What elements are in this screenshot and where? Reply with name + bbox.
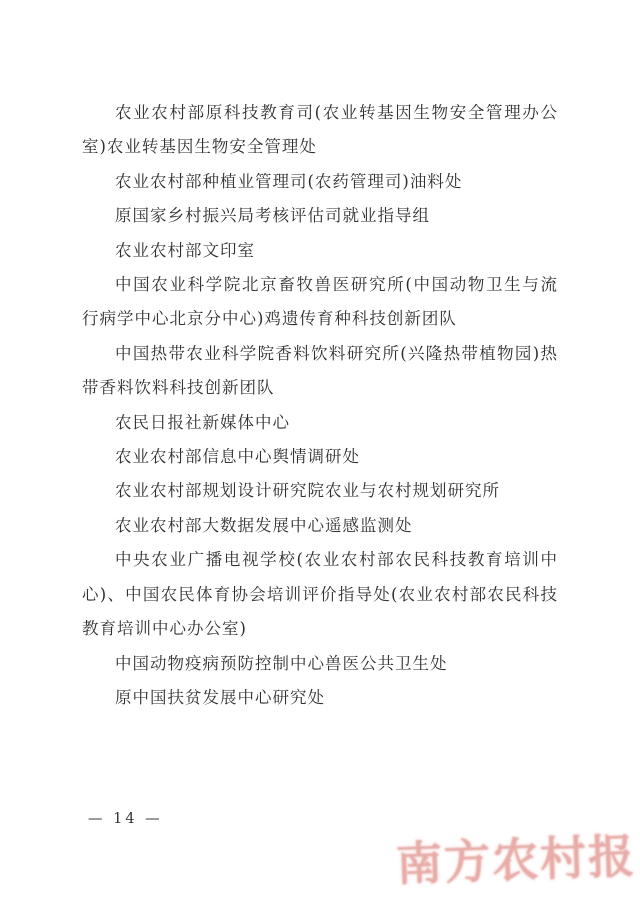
- document-paragraph: 农业农村部规划设计研究院农业与农村规划研究所: [115, 481, 500, 501]
- newspaper-watermark: 南方农村报: [395, 828, 637, 892]
- page-number: — 14 —: [88, 811, 163, 827]
- document-paragraph: 中国热带农业科学院香料饮料研究所(兴隆热带植物园)热带香料饮料科技创新团队: [82, 343, 558, 398]
- document-paragraph: 农业农村部大数据发展中心遥感监测处: [115, 515, 413, 535]
- document-paragraph: 原中国扶贫发展中心研究处: [115, 687, 325, 707]
- document-paragraph: 农民日报社新媒体中心: [115, 412, 290, 432]
- paragraph-list: [82, 96, 558, 715]
- document-paragraph: 农业农村部信息中心舆情调研处: [115, 447, 360, 467]
- document-paragraph: 农业农村部原科技教育司(农业转基因生物安全管理办公室)农业转基因生物安全管理处: [82, 103, 558, 157]
- document-paragraph: 中央农业广播电视学校(农业农村部农民科技教育培训中心)、中国农民体育协会培训评价指导处(农业农村部农民科技教育培训中心办公室): [82, 550, 558, 639]
- document-paragraph: 中国农业科学院北京畜牧兽医研究所(中国动物卫生与流行病学中心北京分中心)鸡遗传育种科技创新团队: [82, 275, 558, 329]
- document-paragraph: 农业农村部种植业管理司(农药管理司)油料处: [115, 171, 463, 191]
- document-paragraph: 农业农村部文印室: [115, 240, 255, 260]
- document-paragraph: 中国动物疫病预防控制中心兽医公共卫生处: [115, 653, 448, 673]
- document-paragraph: 原国家乡村振兴局考核评估司就业指导组: [115, 206, 430, 226]
